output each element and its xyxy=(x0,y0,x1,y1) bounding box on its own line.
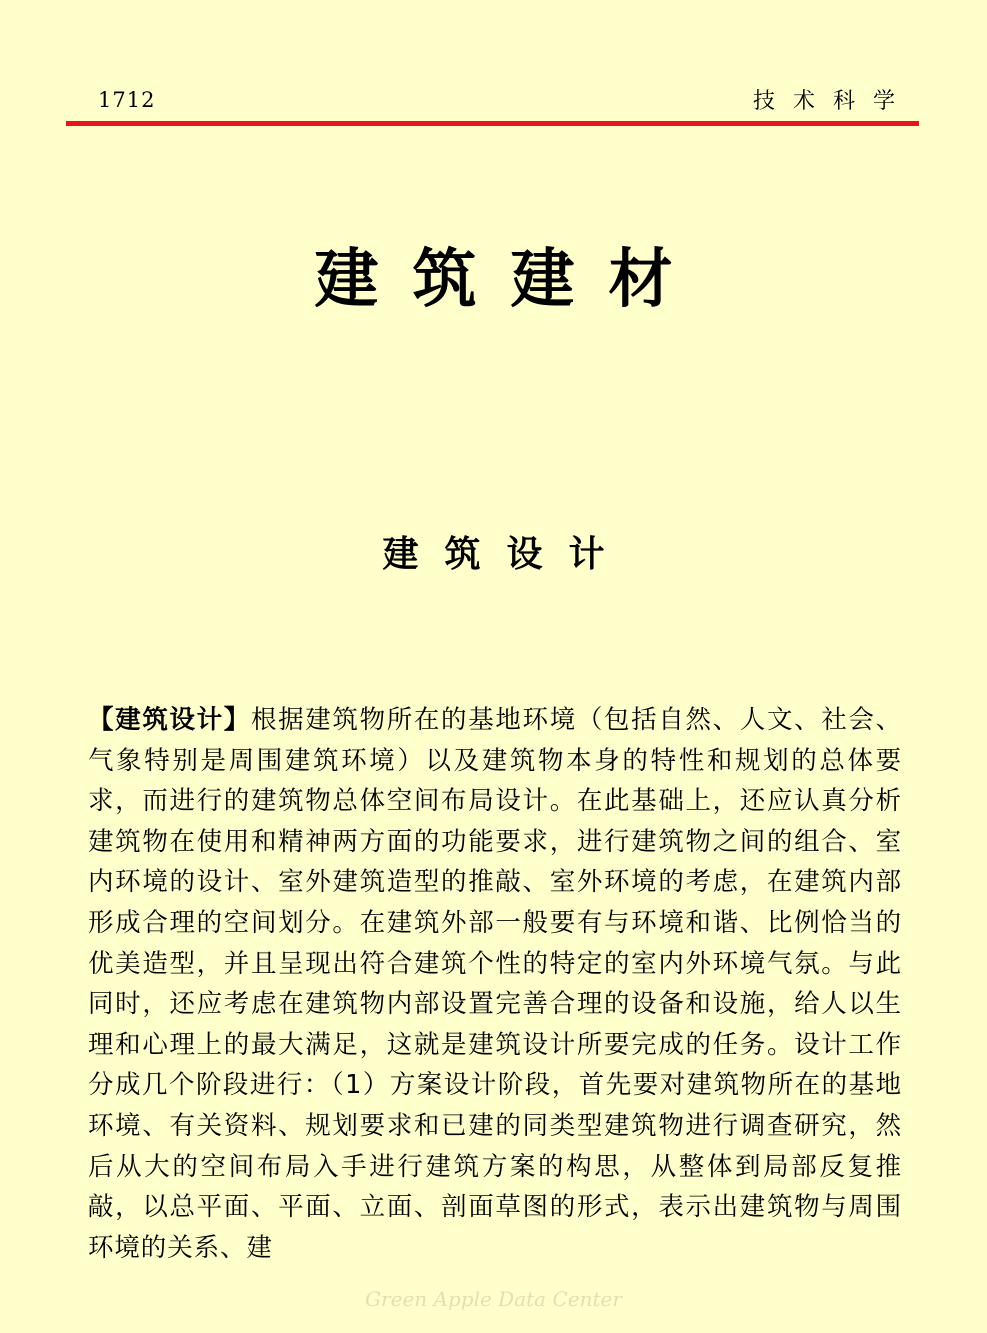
page-number: 1712 xyxy=(98,88,156,112)
header-rule xyxy=(66,121,919,126)
entry-term: 【建筑设计】 xyxy=(88,705,251,735)
section-title: 建筑建材 xyxy=(314,243,707,317)
entry-paragraph xyxy=(88,700,902,1268)
watermark: Green Apple Data Center xyxy=(365,1287,622,1311)
running-head: 技术科学 xyxy=(752,89,913,114)
entry-body: 根据建筑物所在的基地环境（包括自然、人文、社会、气象特别是周围建筑环境）以及建筑物本身的特性和规划的总体要求，而进行的建筑物总体空间布局设计。在此基础上，还应认真分析建筑物在使用和精神两方面的功能要求，进行建筑物之间的组合、室内环境的设计、室外建筑造型的推敲、室外环境的考虑，在建筑内部形成合理的空间划分。在建筑外部一般要有与环境和谐、比例恰当的优美造型，并且呈现出符合建筑个性的特定的室内外环境气氛。与此同时，还应考虑在建筑物内部设置完善合理的设备和设施，给人以生理和心理上的最大满足，这就是建筑设计所要完成的任务。设计工作分成几个阶段进行：（1）方案设计阶段，首先要对建筑物所在的基地环境、有关资料、规划要求和已建的同类型建筑物进行调查研究，然后从大的空间布局入手进行建筑方案的构思，从整体到局部反复推敲，以总平面、平面、立面、剖面草图的形式，表示出建筑物与周围环境的关系、建 xyxy=(88,705,902,1263)
subsection-title: 建筑设计 xyxy=(382,534,631,575)
